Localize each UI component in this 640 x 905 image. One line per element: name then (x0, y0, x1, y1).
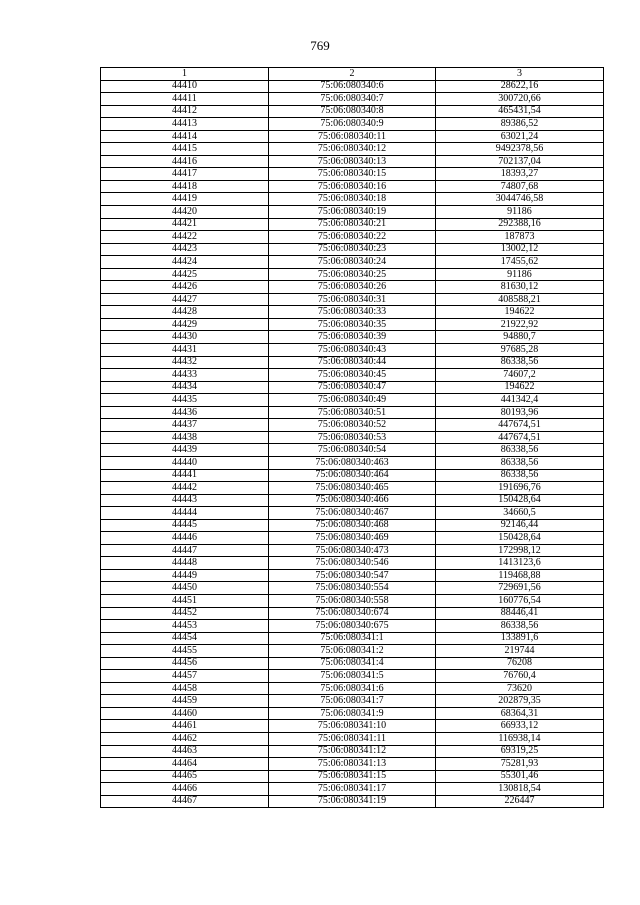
table-row (101, 632, 604, 645)
cadastral-number-cell: 75:06:080341:15 (269, 770, 436, 783)
value-cell: 97685,28 (436, 344, 604, 357)
row-number-cell: 44454 (101, 632, 269, 645)
row-number-cell: 44440 (101, 456, 269, 469)
value-cell: 86338,56 (436, 469, 604, 482)
row-number-cell: 44450 (101, 582, 269, 595)
value-cell: 66933,12 (436, 720, 604, 733)
row-number-cell: 44451 (101, 594, 269, 607)
value-cell: 17455,62 (436, 256, 604, 269)
table-row (101, 118, 604, 131)
value-cell: 75281,93 (436, 758, 604, 771)
cadastral-number-cell: 75:06:080341:13 (269, 758, 436, 771)
table-row (101, 256, 604, 269)
cadastral-number-cell: 75:06:080340:31 (269, 293, 436, 306)
table-row (101, 356, 604, 369)
row-number-cell: 44424 (101, 256, 269, 269)
value-cell: 28622,16 (436, 80, 604, 93)
table-row (101, 582, 604, 595)
row-number-cell: 44433 (101, 369, 269, 382)
cadastral-number-cell: 75:06:080340:8 (269, 105, 436, 118)
cadastral-number-cell: 75:06:080340:675 (269, 620, 436, 633)
row-number-cell: 44467 (101, 795, 269, 808)
value-cell: 465431,54 (436, 105, 604, 118)
data-table (100, 67, 604, 808)
value-cell: 119468,88 (436, 569, 604, 582)
value-cell: 80193,96 (436, 406, 604, 419)
cadastral-number-cell: 75:06:080340:18 (269, 193, 436, 206)
table-row (101, 193, 604, 206)
table-row (101, 281, 604, 294)
cadastral-number-cell: 75:06:080340:24 (269, 256, 436, 269)
table-row (101, 243, 604, 256)
value-cell: 191696,76 (436, 482, 604, 495)
column-header-2: 2 (269, 68, 436, 81)
row-number-cell: 44456 (101, 657, 269, 670)
table-row (101, 231, 604, 244)
row-number-cell: 44452 (101, 607, 269, 620)
table-row (101, 645, 604, 658)
value-cell: 9492378,56 (436, 143, 604, 156)
cadastral-number-cell: 75:06:080341:11 (269, 732, 436, 745)
table-row (101, 469, 604, 482)
value-cell: 18393,27 (436, 168, 604, 181)
cadastral-number-cell: 75:06:080340:19 (269, 206, 436, 219)
value-cell: 13002,12 (436, 243, 604, 256)
value-cell: 729691,56 (436, 582, 604, 595)
value-cell: 63021,24 (436, 130, 604, 143)
row-number-cell: 44443 (101, 494, 269, 507)
row-number-cell: 44449 (101, 569, 269, 582)
cadastral-number-cell: 75:06:080340:6 (269, 80, 436, 93)
value-cell: 34660,5 (436, 507, 604, 520)
table-row (101, 206, 604, 219)
value-cell: 76760,4 (436, 670, 604, 683)
value-cell: 81630,12 (436, 281, 604, 294)
value-cell: 94880,7 (436, 331, 604, 344)
value-cell: 130818,54 (436, 783, 604, 796)
cadastral-number-cell: 75:06:080340:22 (269, 231, 436, 244)
table-row (101, 419, 604, 432)
row-number-cell: 44455 (101, 645, 269, 658)
value-cell: 300720,66 (436, 93, 604, 106)
row-number-cell: 44439 (101, 444, 269, 457)
table-row (101, 682, 604, 695)
row-number-cell: 44425 (101, 268, 269, 281)
table-row (101, 143, 604, 156)
row-number-cell: 44410 (101, 80, 269, 93)
table-row (101, 80, 604, 93)
value-cell: 88446,41 (436, 607, 604, 620)
value-cell: 74807,68 (436, 180, 604, 193)
cadastral-number-cell: 75:06:080340:546 (269, 557, 436, 570)
value-cell: 172998,12 (436, 544, 604, 557)
row-number-cell: 44426 (101, 281, 269, 294)
table-row (101, 758, 604, 771)
value-cell: 89386,52 (436, 118, 604, 131)
cadastral-number-cell: 75:06:080340:468 (269, 519, 436, 532)
table-row (101, 218, 604, 231)
table-row (101, 494, 604, 507)
value-cell: 702137,04 (436, 155, 604, 168)
row-number-cell: 44427 (101, 293, 269, 306)
cadastral-number-cell: 75:06:080340:39 (269, 331, 436, 344)
cadastral-number-cell: 75:06:080340:13 (269, 155, 436, 168)
row-number-cell: 44417 (101, 168, 269, 181)
cadastral-number-cell: 75:06:080341:7 (269, 695, 436, 708)
row-number-cell: 44411 (101, 93, 269, 106)
cadastral-number-cell: 75:06:080340:54 (269, 444, 436, 457)
table-row (101, 168, 604, 181)
cadastral-number-cell: 75:06:080340:43 (269, 344, 436, 357)
value-cell: 86338,56 (436, 444, 604, 457)
value-cell: 1413123,6 (436, 557, 604, 570)
value-cell: 219744 (436, 645, 604, 658)
table-row (101, 268, 604, 281)
cadastral-number-cell: 75:06:080340:466 (269, 494, 436, 507)
row-number-cell: 44457 (101, 670, 269, 683)
cadastral-number-cell: 75:06:080340:9 (269, 118, 436, 131)
value-cell: 91186 (436, 206, 604, 219)
table-row (101, 394, 604, 407)
value-cell: 76208 (436, 657, 604, 670)
cadastral-number-cell: 75:06:080340:12 (269, 143, 436, 156)
table-row (101, 180, 604, 193)
cadastral-number-cell: 75:06:080340:7 (269, 93, 436, 106)
row-number-cell: 44445 (101, 519, 269, 532)
value-cell: 68364,31 (436, 707, 604, 720)
row-number-cell: 44415 (101, 143, 269, 156)
cadastral-number-cell: 75:06:080341:5 (269, 670, 436, 683)
cadastral-number-cell: 75:06:080340:26 (269, 281, 436, 294)
row-number-cell: 44421 (101, 218, 269, 231)
table-row (101, 318, 604, 331)
cadastral-number-cell: 75:06:080340:21 (269, 218, 436, 231)
value-cell: 226447 (436, 795, 604, 808)
cadastral-number-cell: 75:06:080340:45 (269, 369, 436, 382)
row-number-cell: 44465 (101, 770, 269, 783)
value-cell: 55301,46 (436, 770, 604, 783)
row-number-cell: 44418 (101, 180, 269, 193)
row-number-cell: 44463 (101, 745, 269, 758)
row-number-cell: 44441 (101, 469, 269, 482)
cadastral-number-cell: 75:06:080340:15 (269, 168, 436, 181)
row-number-cell: 44446 (101, 532, 269, 545)
column-header-1: 1 (101, 68, 269, 81)
value-cell: 73620 (436, 682, 604, 695)
cadastral-number-cell: 75:06:080340:473 (269, 544, 436, 557)
cadastral-number-cell: 75:06:080340:44 (269, 356, 436, 369)
table-row (101, 795, 604, 808)
value-cell: 3044746,58 (436, 193, 604, 206)
table-row (101, 130, 604, 143)
table-row (101, 695, 604, 708)
cadastral-number-cell: 75:06:080341:4 (269, 657, 436, 670)
cadastral-number-cell: 75:06:080340:11 (269, 130, 436, 143)
row-number-cell: 44444 (101, 507, 269, 520)
row-number-cell: 44430 (101, 331, 269, 344)
cadastral-number-cell: 75:06:080340:49 (269, 394, 436, 407)
row-number-cell: 44453 (101, 620, 269, 633)
row-number-cell: 44464 (101, 758, 269, 771)
table-row (101, 657, 604, 670)
row-number-cell: 44436 (101, 406, 269, 419)
value-cell: 86338,56 (436, 620, 604, 633)
value-cell: 21922,92 (436, 318, 604, 331)
value-cell: 441342,4 (436, 394, 604, 407)
value-cell: 292388,16 (436, 218, 604, 231)
row-number-cell: 44423 (101, 243, 269, 256)
row-number-cell: 44416 (101, 155, 269, 168)
table-row (101, 344, 604, 357)
row-number-cell: 44462 (101, 732, 269, 745)
row-number-cell: 44428 (101, 306, 269, 319)
row-number-cell: 44420 (101, 206, 269, 219)
table-row (101, 306, 604, 319)
table-row (101, 569, 604, 582)
table-row (101, 720, 604, 733)
row-number-cell: 44466 (101, 783, 269, 796)
cadastral-number-cell: 75:06:080340:463 (269, 456, 436, 469)
value-cell: 69319,25 (436, 745, 604, 758)
table-row (101, 369, 604, 382)
value-cell: 116938,14 (436, 732, 604, 745)
column-header-3: 3 (436, 68, 604, 81)
table-row (101, 770, 604, 783)
value-cell: 86338,56 (436, 356, 604, 369)
table-row (101, 431, 604, 444)
row-number-cell: 44460 (101, 707, 269, 720)
cadastral-number-cell: 75:06:080340:674 (269, 607, 436, 620)
table-row (101, 93, 604, 106)
row-number-cell: 44447 (101, 544, 269, 557)
table-row (101, 594, 604, 607)
cadastral-number-cell: 75:06:080340:23 (269, 243, 436, 256)
cadastral-number-cell: 75:06:080340:47 (269, 381, 436, 394)
cadastral-number-cell: 75:06:080340:51 (269, 406, 436, 419)
cadastral-number-cell: 75:06:080340:16 (269, 180, 436, 193)
table-row (101, 519, 604, 532)
cadastral-number-cell: 75:06:080340:25 (269, 268, 436, 281)
table-row (101, 155, 604, 168)
row-number-cell: 44448 (101, 557, 269, 570)
row-number-cell: 44434 (101, 381, 269, 394)
value-cell: 150428,64 (436, 494, 604, 507)
cadastral-number-cell: 75:06:080341:9 (269, 707, 436, 720)
row-number-cell: 44429 (101, 318, 269, 331)
table-row (101, 745, 604, 758)
cadastral-number-cell: 75:06:080340:52 (269, 419, 436, 432)
table-row (101, 507, 604, 520)
table-row (101, 482, 604, 495)
table-row (101, 331, 604, 344)
value-cell: 74607,2 (436, 369, 604, 382)
value-cell: 202879,35 (436, 695, 604, 708)
row-number-cell: 44422 (101, 231, 269, 244)
cadastral-number-cell: 75:06:080340:35 (269, 318, 436, 331)
row-number-cell: 44413 (101, 118, 269, 131)
cadastral-number-cell: 75:06:080340:558 (269, 594, 436, 607)
cadastral-number-cell: 75:06:080341:6 (269, 682, 436, 695)
value-cell: 447674,51 (436, 419, 604, 432)
value-cell: 91186 (436, 268, 604, 281)
table-row (101, 607, 604, 620)
cadastral-number-cell: 75:06:080340:464 (269, 469, 436, 482)
row-number-cell: 44432 (101, 356, 269, 369)
value-cell: 187873 (436, 231, 604, 244)
value-cell: 92146,44 (436, 519, 604, 532)
cadastral-number-cell: 75:06:080340:53 (269, 431, 436, 444)
cadastral-number-cell: 75:06:080340:33 (269, 306, 436, 319)
value-cell: 194622 (436, 306, 604, 319)
value-cell: 86338,56 (436, 456, 604, 469)
cadastral-number-cell: 75:06:080340:547 (269, 569, 436, 582)
table-row (101, 444, 604, 457)
value-cell: 160776,54 (436, 594, 604, 607)
row-number-cell: 44412 (101, 105, 269, 118)
table-row (101, 456, 604, 469)
table-row (101, 544, 604, 557)
row-number-cell: 44458 (101, 682, 269, 695)
row-number-cell: 44414 (101, 130, 269, 143)
row-number-cell: 44442 (101, 482, 269, 495)
value-cell: 194622 (436, 381, 604, 394)
table-row (101, 732, 604, 745)
value-cell: 447674,51 (436, 431, 604, 444)
cadastral-number-cell: 75:06:080340:465 (269, 482, 436, 495)
table-body (101, 80, 604, 808)
cadastral-number-cell: 75:06:080341:2 (269, 645, 436, 658)
table-row (101, 557, 604, 570)
row-number-cell: 44459 (101, 695, 269, 708)
table-row (101, 105, 604, 118)
cadastral-number-cell: 75:06:080340:554 (269, 582, 436, 595)
row-number-cell: 44438 (101, 431, 269, 444)
row-number-cell: 44437 (101, 419, 269, 432)
row-number-cell: 44461 (101, 720, 269, 733)
table-row (101, 381, 604, 394)
table-row (101, 670, 604, 683)
page-number: 769 (310, 38, 330, 53)
row-number-cell: 44435 (101, 394, 269, 407)
cadastral-number-cell: 75:06:080340:467 (269, 507, 436, 520)
cadastral-number-cell: 75:06:080341:19 (269, 795, 436, 808)
cadastral-number-cell: 75:06:080341:17 (269, 783, 436, 796)
value-cell: 408588,21 (436, 293, 604, 306)
value-cell: 150428,64 (436, 532, 604, 545)
cadastral-number-cell: 75:06:080341:10 (269, 720, 436, 733)
table-header-row (101, 68, 604, 81)
value-cell: 133891,6 (436, 632, 604, 645)
table-row (101, 532, 604, 545)
table-row (101, 293, 604, 306)
cadastral-number-cell: 75:06:080341:12 (269, 745, 436, 758)
table-row (101, 707, 604, 720)
row-number-cell: 44431 (101, 344, 269, 357)
cadastral-number-cell: 75:06:080341:1 (269, 632, 436, 645)
table-row (101, 620, 604, 633)
table-row (101, 783, 604, 796)
cadastral-number-cell: 75:06:080340:469 (269, 532, 436, 545)
table-row (101, 406, 604, 419)
row-number-cell: 44419 (101, 193, 269, 206)
